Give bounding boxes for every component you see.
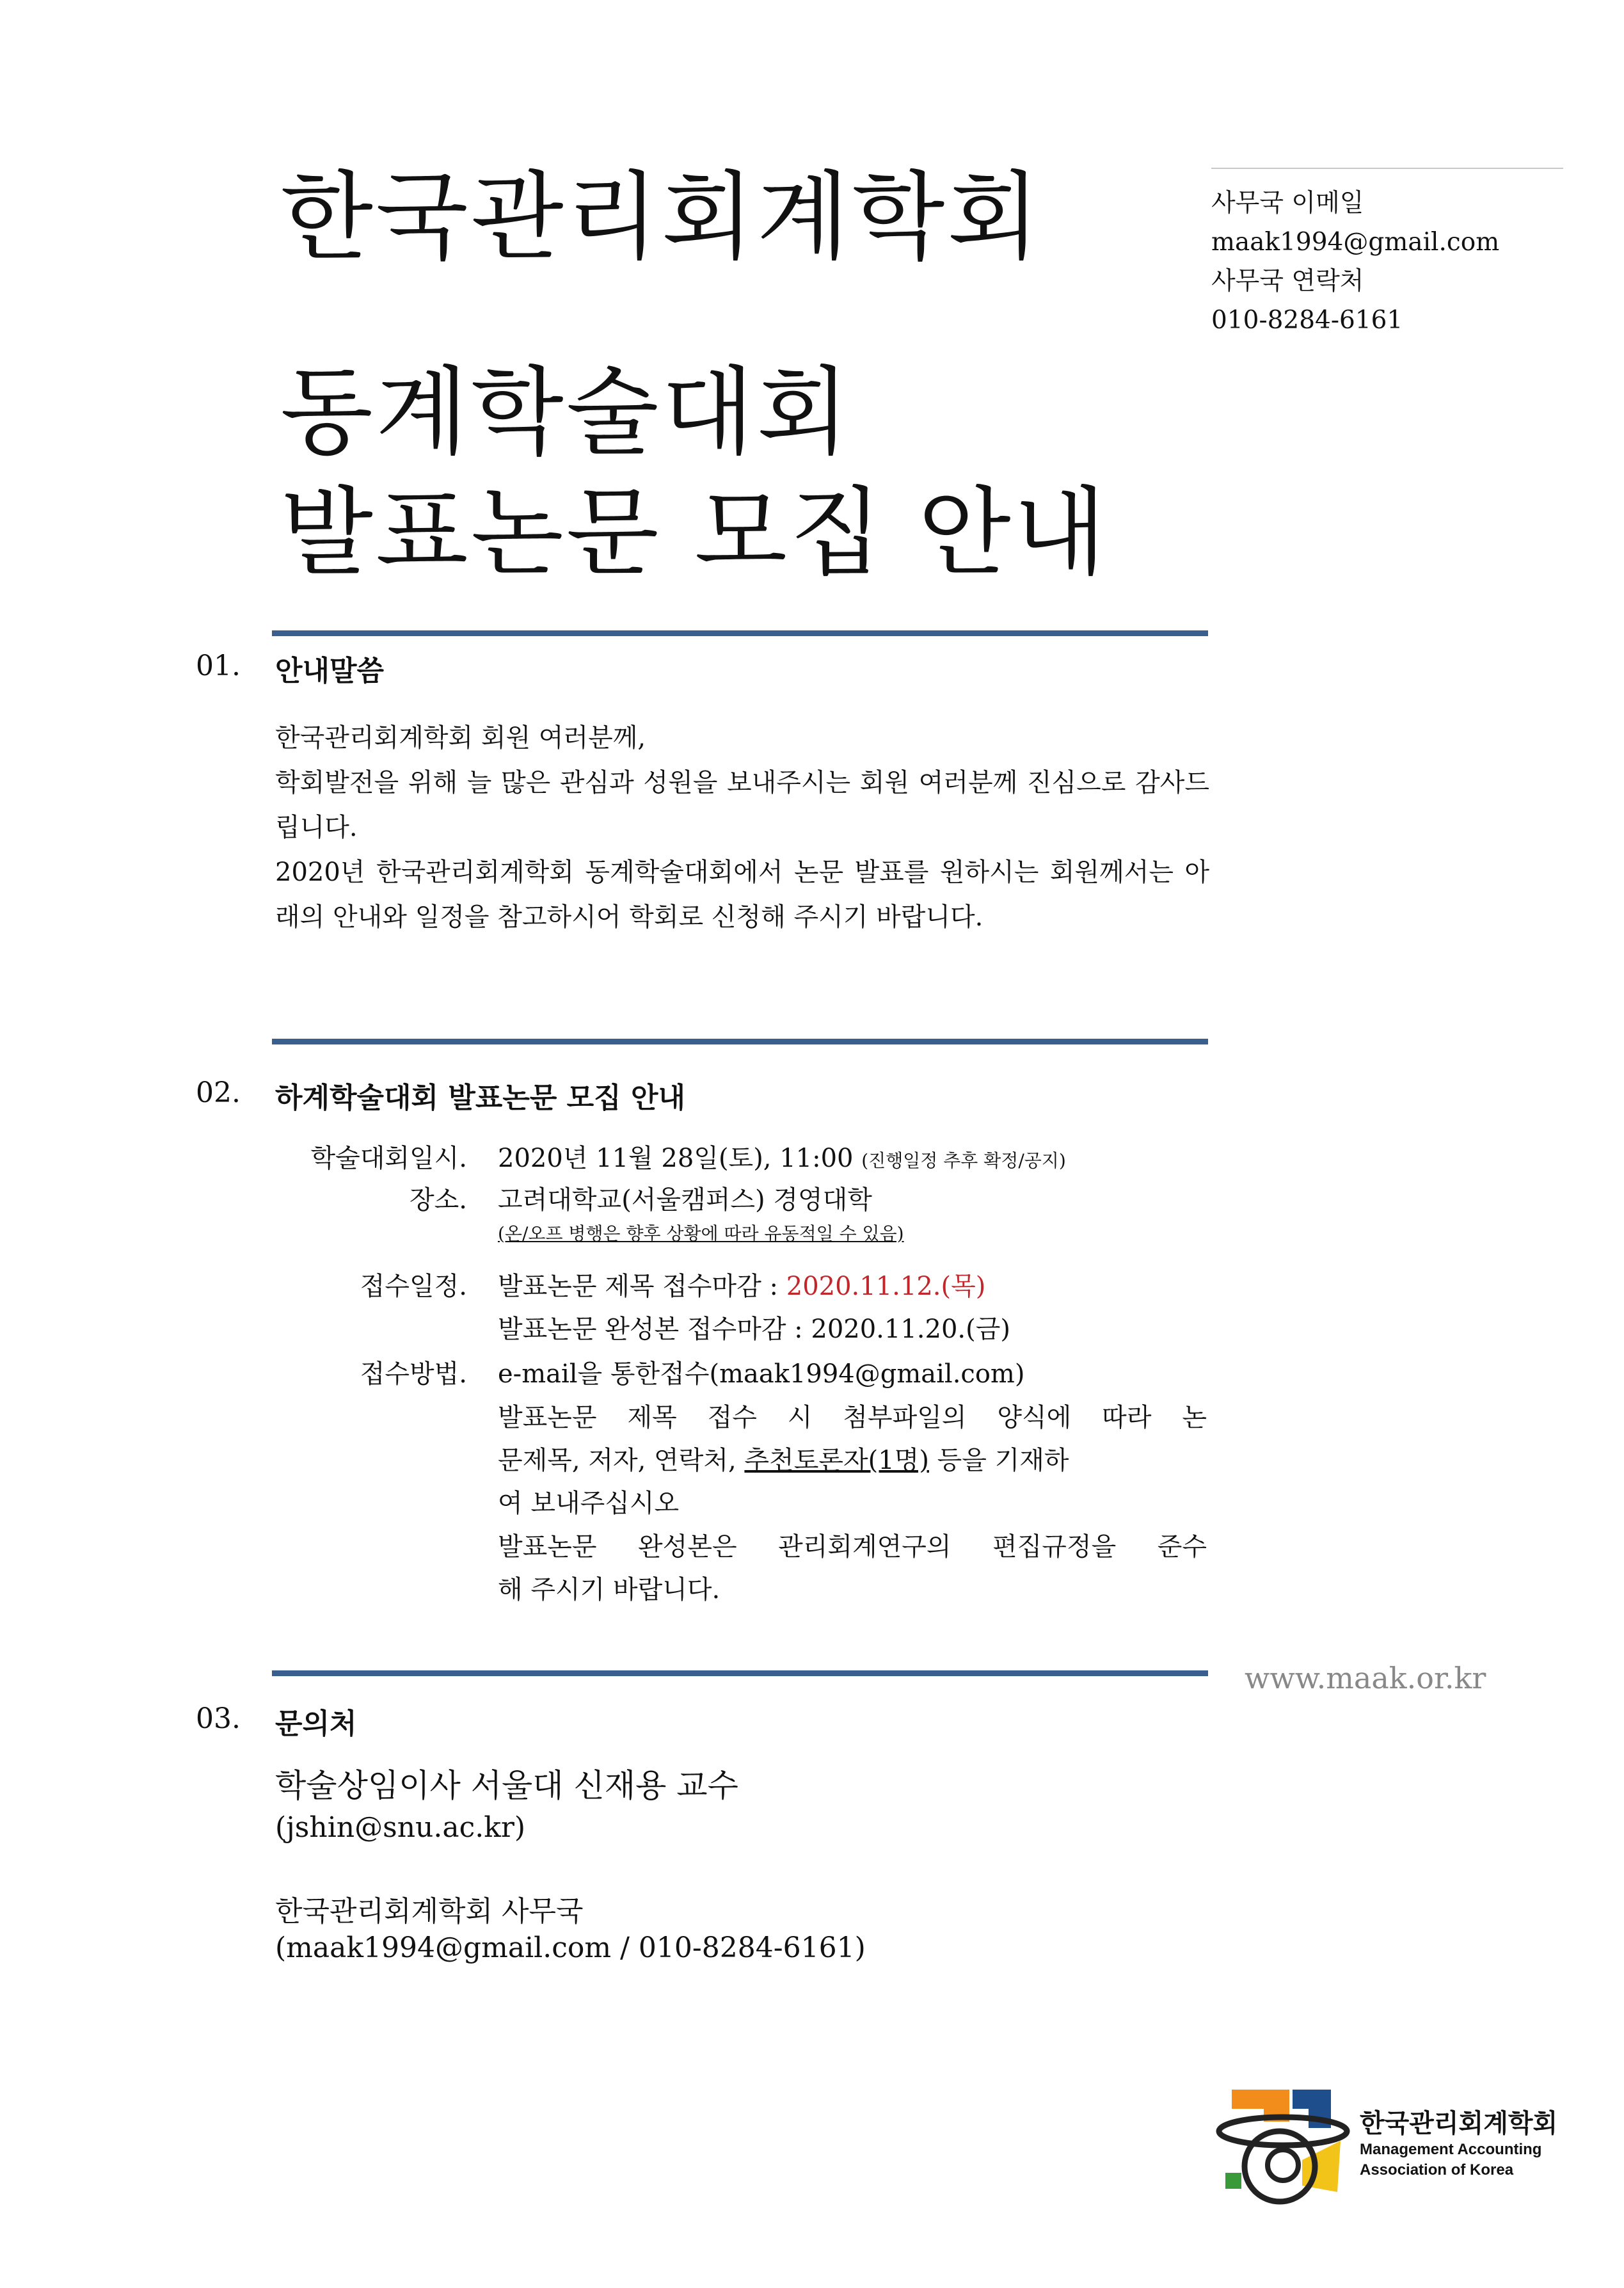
event-date-note: (진행일정 추후 확정/공지) [861, 1150, 1066, 1171]
venue-value: 고려대학교(서울캠퍼스) 경영대학 [498, 1185, 872, 1215]
contact-person: 학술상임이사 서울대 신재용 교수 [275, 1767, 738, 1804]
title-deadline [498, 1266, 985, 1302]
greeting-line: 2020년 한국관리회계학회 동계학술대회에서 논문 발표를 원하시는 회원께서는 아래의 안내와 일정을 참고하시어 학회로 신청해 주시기 바랍니다. [275, 858, 1209, 932]
logo-name-korean: 한국관리회계학회 [1360, 2109, 1558, 2138]
venue-note: (온/오프 병행은 향후 상황에 따라 유동적일 수 있음) [498, 1223, 904, 1244]
event-date [498, 1138, 1066, 1174]
office-email: maak1994@gmail.com [1211, 228, 1500, 257]
document-title-event: 동계학술대회 [280, 357, 852, 468]
event-date-value: 2020년 11월 28일(토), 11:00 [498, 1144, 854, 1173]
recommended-discussant: 추천토론자(1명) [744, 1446, 929, 1475]
submission-method-email: e-mail을 통한접수(maak1994@gmail.com) [498, 1359, 1025, 1389]
greeting-paragraph [275, 716, 1209, 940]
title-deadline-date: 2020.11.12.(목) [786, 1272, 986, 1301]
event-date-label: 학술대회일시. [310, 1144, 467, 1173]
office-contact-details: (maak1994@gmail.com / 010-8284-6161) [275, 1932, 866, 1964]
logo-green-mark [1225, 2173, 1241, 2189]
submission-schedule-label: 접수일정. [360, 1272, 467, 1301]
logo-eye-inner [1268, 2150, 1298, 2180]
submission-method-label: 접수방법. [360, 1359, 467, 1389]
venue-label: 장소. [410, 1185, 467, 1215]
submission-instruction-line: 발표논문 제목 접수 시 첨부파일의 양식에 따라 논 [498, 1403, 1207, 1432]
title-deadline-label: 발표논문 제목 접수마감 : [498, 1272, 786, 1301]
submission-instruction-line: 여 보내주십시오 [498, 1489, 680, 1518]
section-number: 03. [196, 1702, 241, 1735]
section-number: 01. [196, 650, 241, 682]
section-divider [272, 1039, 1208, 1044]
office-email-label: 사무국 이메일 [1211, 189, 1364, 218]
website-link[interactable]: www.maak.or.kr [1245, 1661, 1486, 1695]
greeting-line: 한국관리회계학회 회원 여러분께, [275, 723, 646, 753]
greeting-line: 학회발전을 위해 늘 많은 관심과 성원을 보내주시는 회원 여러분께 진심으로 감사드립니다. [275, 768, 1209, 842]
section-title: 문의처 [275, 1708, 357, 1740]
office-phone: 010-8284-6161 [1211, 306, 1403, 335]
final-paper-deadline: 발표논문 완성본 접수마감 : 2020.11.20.(금) [498, 1315, 1010, 1344]
document-title-society: 한국관리회계학회 [280, 162, 1043, 273]
document-title-subject: 발표논문 모집 안내 [280, 477, 1109, 589]
section-title: 하계학술대회 발표논문 모집 안내 [275, 1082, 686, 1114]
office-contact-block [1211, 184, 1499, 340]
office-name: 한국관리회계학회 사무국 [275, 1895, 584, 1928]
section-divider [272, 630, 1208, 636]
society-logo-icon [1213, 2083, 1360, 2211]
submission-instruction-line: 해 주시기 바랍니다. [498, 1575, 720, 1604]
submission-instruction-text: 등을 기재하 [928, 1446, 1069, 1475]
logo-name-english-1: Management Accounting [1360, 2141, 1542, 2158]
section-divider [272, 1670, 1208, 1676]
submission-instruction-line [498, 1440, 1069, 1476]
contact-divider [1211, 168, 1563, 169]
submission-instruction-line: 발표논문 완성본은 관리회계연구의 편집규정을 준수 [498, 1532, 1207, 1562]
submission-instruction-text: 문제목, 저자, 연락처, [498, 1446, 745, 1475]
logo-name-english-2: Association of Korea [1360, 2161, 1514, 2179]
section-number: 02. [196, 1076, 241, 1109]
office-phone-label: 사무국 연락처 [1211, 267, 1364, 296]
contact-person-email[interactable]: (jshin@snu.ac.kr) [275, 1811, 526, 1844]
section-title: 안내말씀 [275, 655, 385, 687]
